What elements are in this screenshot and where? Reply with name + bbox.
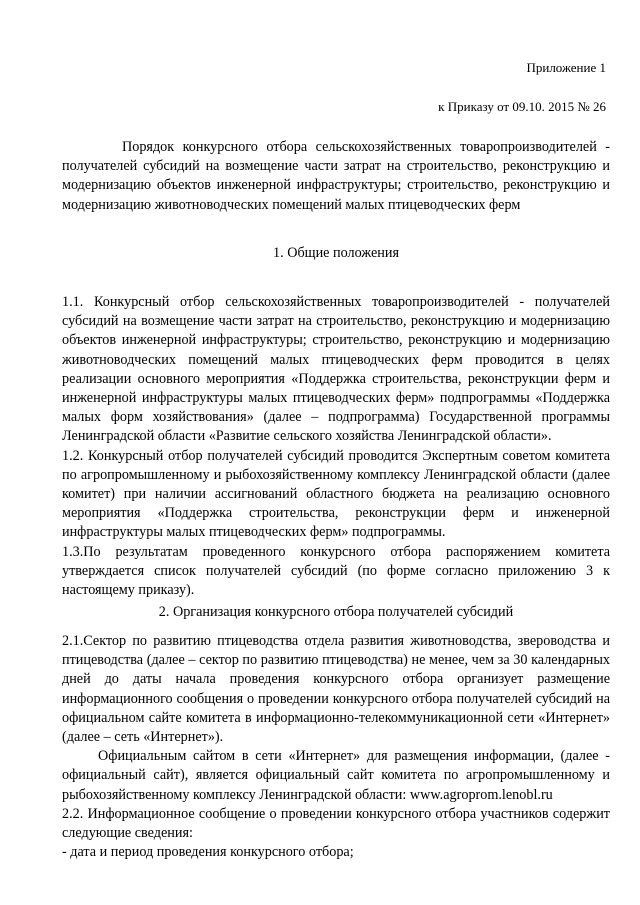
order-reference: к Приказу от 09.10. 2015 № 26 bbox=[438, 99, 606, 114]
paragraph-2-1: 2.1.Сектор по развитию птицеводства отдела развития животноводства, звероводства и птицеводства (далее – сектор по развитию птицеводства) не менее, чем за 30 календарных дней до даты начала проведения конкурсного отбора организует размещение информационного сообщения о проведении конкурсного отбора получателей субсидий на официальном сайте комитета в информационно-телекоммуникационной сети «Интернет» (далее – сеть «Интернет»). bbox=[62, 633, 610, 746]
section-2-body bbox=[62, 632, 610, 862]
paragraph-2-2: 2.2. Информационное сообщение о проведении конкурсного отбора участников содержит следующие сведения: bbox=[62, 805, 610, 842]
section-1-heading: 1. Общие положения bbox=[273, 245, 399, 261]
paragraph-official-site: Официальным сайтом в сети «Интернет» для размещения информации, (далее - официальный сайт), является официальный сайт комитета по агропромышленному и рыбохозяйственному комплексу Ленинградской области: www.agroprom.lenobl.ru bbox=[62, 748, 610, 803]
paragraph-1-1: 1.1. Конкурсный отбор сельскохозяйственных товаропроизводителей - получателей субсидий на возмещение части затрат на строительство, реконструкцию и модернизацию объектов инженерной инфраструктуры; строительство, реконструкцию и модернизацию животноводческих помещений малых птицеводческих ферм проводится в целях реализации основного мероприятия «Поддержка строительства, реконструкции ферм и инженерной инфраструктуры малых птицеводческих ферм» подпрограммы «Поддержка малых форм хозяйствования» (далее – подпрограмма) Государственной программы Ленинградской области «Развитие сельского хозяйства Ленинградской области». bbox=[62, 294, 610, 445]
paragraph-1-3: 1.3.По результатам проведенного конкурсного отбора распоряжением комитета утверждается список получателей субсидий (по форме согласно приложению 3 к настоящему приказу). bbox=[62, 543, 610, 599]
document-title: Порядок конкурсного отбора сельскохозяйственных товаропроизводителей - получателей субсидий на возмещение части затрат на строительство, реконструкцию и модернизацию объектов инженерной инфраструктуры; строительство, реконструкцию и модернизацию животноводческих помещений малых птицеводческих ферм bbox=[62, 139, 610, 213]
section-2-heading: 2. Организация конкурсного отбора получателей субсидий bbox=[158, 604, 514, 620]
appendix-label: Приложение 1 bbox=[526, 60, 606, 75]
paragraph-1-2: 1.2. Конкурсный отбор получателей субсидий проводится Экспертным советом комитета по агропромышленному и рыбохозяйственному комплексу Ленинградской области (далее комитет) при наличии ассигнований областного бюджета на реализацию основного мероприятия «Поддержка строительства, реконструкции ферм и инженерной инфраструктуры малых птицеводческих ферм» подпрограммы. bbox=[62, 447, 610, 541]
paragraph-list-item: - дата и период проведения конкурсного отбора; bbox=[62, 844, 354, 861]
section-1-body bbox=[62, 293, 610, 600]
